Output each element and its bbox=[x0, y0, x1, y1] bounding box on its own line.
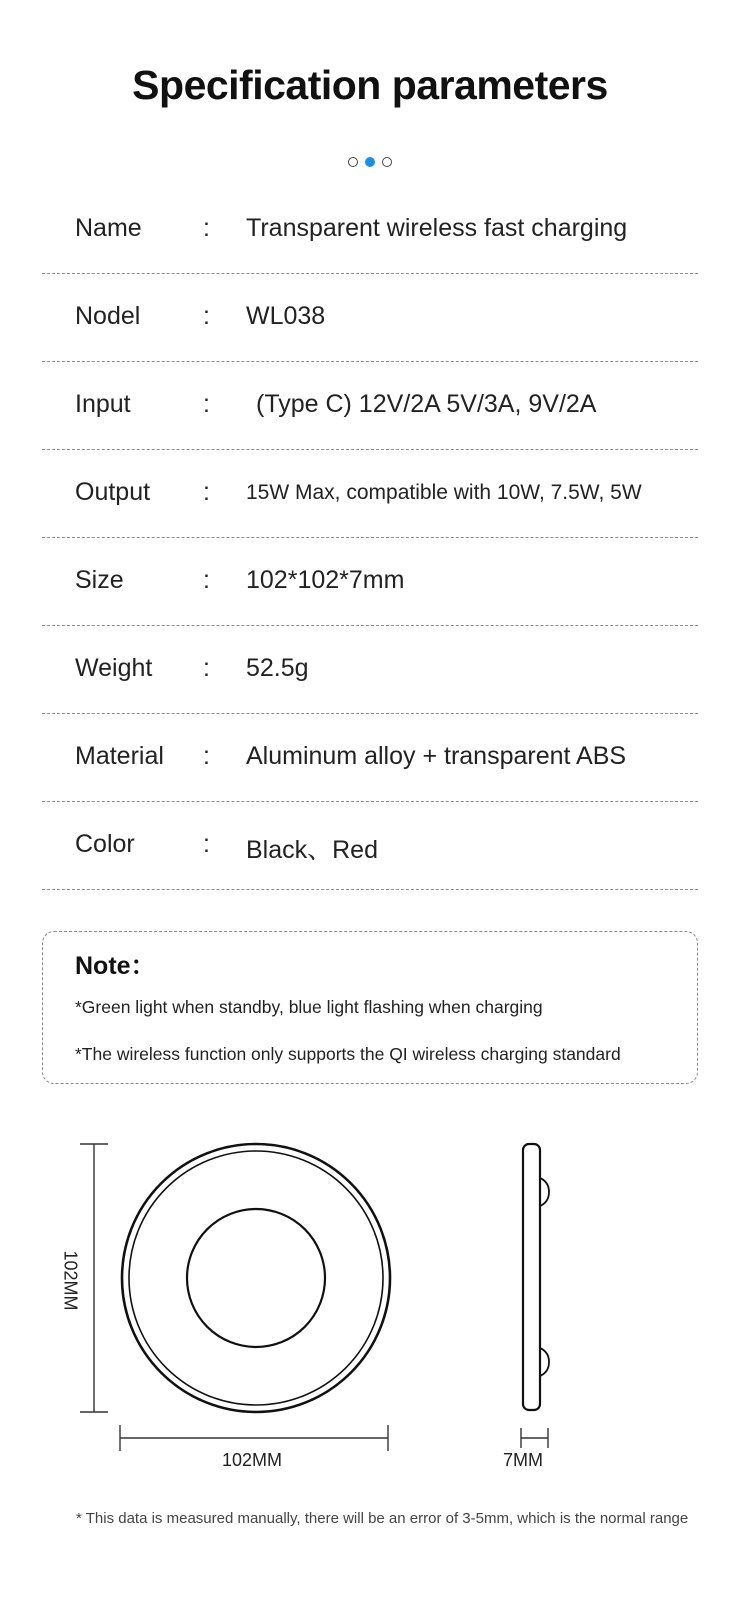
spec-value: (Type C) 12V/2A 5V/3A, 9V/2A bbox=[256, 390, 597, 418]
spec-label: Output bbox=[75, 478, 151, 506]
pagination-dot-3[interactable] bbox=[382, 157, 392, 167]
spec-row-size bbox=[42, 538, 698, 626]
spec-label: Weight bbox=[75, 654, 153, 682]
spec-colon: : bbox=[203, 830, 210, 858]
spec-label: Input bbox=[75, 390, 131, 418]
spec-colon: : bbox=[203, 478, 210, 506]
spec-label: Size bbox=[75, 566, 124, 594]
dimension-drawing bbox=[0, 1120, 755, 1500]
spec-value: 15W Max, compatible with 10W, 7.5W, 5W bbox=[246, 481, 642, 504]
spec-row-color bbox=[42, 802, 698, 890]
thickness-label: 7MM bbox=[503, 1450, 543, 1470]
spec-colon: : bbox=[203, 214, 210, 242]
dimension-diagram bbox=[0, 1120, 755, 1500]
spec-row-material bbox=[42, 714, 698, 802]
note-line: *Green light when standby, blue light flashing when charging bbox=[75, 997, 543, 1017]
spec-label: Color bbox=[75, 830, 135, 858]
pagination-dot-1[interactable] bbox=[348, 157, 358, 167]
spec-label: Material bbox=[75, 742, 164, 770]
width-label: 102MM bbox=[222, 1450, 283, 1470]
thickness-dimension-line bbox=[521, 1428, 548, 1448]
spec-value: Black、Red bbox=[246, 836, 378, 864]
page-title: Specification parameters bbox=[132, 62, 608, 108]
spec-row-output bbox=[42, 450, 698, 538]
charger-side-view bbox=[523, 1144, 549, 1410]
spec-value: 52.5g bbox=[246, 654, 309, 682]
spec-row-model bbox=[42, 274, 698, 362]
height-dimension-line bbox=[80, 1144, 108, 1412]
spec-colon: : bbox=[203, 390, 210, 418]
spec-row-input bbox=[42, 362, 698, 450]
note-line: *The wireless function only supports the QI wireless charging standard bbox=[75, 1044, 621, 1064]
width-dimension-line bbox=[120, 1425, 388, 1451]
spec-colon: : bbox=[203, 654, 210, 682]
height-label: 102MM bbox=[60, 1250, 81, 1311]
spec-row-name bbox=[42, 186, 698, 274]
charger-front-view bbox=[122, 1144, 390, 1412]
footnote: * This data is measured manually, there will be an error of 3-5mm, which is the normal range bbox=[76, 1510, 689, 1527]
spec-value: WL038 bbox=[246, 302, 326, 330]
spec-label: Name bbox=[75, 214, 142, 242]
spec-colon: : bbox=[203, 302, 210, 330]
note-title: Note： bbox=[75, 952, 156, 980]
spec-value: Aluminum alloy + transparent ABS bbox=[246, 742, 627, 770]
spec-value: Transparent wireless fast charging bbox=[246, 214, 628, 242]
spec-colon: : bbox=[203, 742, 210, 770]
spec-colon: : bbox=[203, 566, 210, 594]
spec-row-weight bbox=[42, 626, 698, 714]
spec-table bbox=[42, 186, 698, 890]
spec-value: 102*102*7mm bbox=[246, 566, 405, 594]
pagination-dots bbox=[348, 155, 408, 169]
spec-label: Nodel bbox=[75, 302, 141, 330]
note-box bbox=[42, 931, 698, 1084]
pagination-dot-2-active[interactable] bbox=[365, 157, 375, 167]
